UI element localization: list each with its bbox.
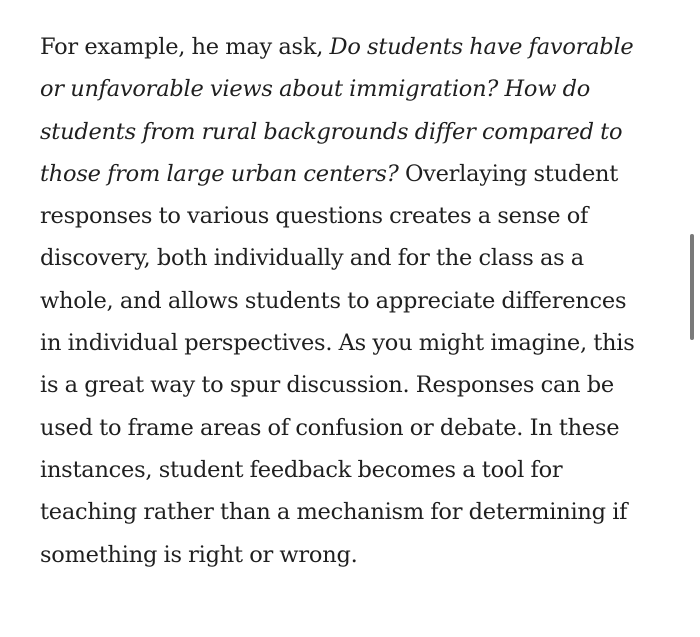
text-line — [40, 364, 668, 406]
text-line — [40, 195, 668, 237]
text-line — [40, 237, 668, 279]
text-line — [40, 407, 668, 449]
line-italic-text: students from rural backgrounds differ compared to — [40, 118, 623, 145]
article-paragraph — [40, 26, 668, 576]
line-italic-text: Do students have favorable — [329, 34, 634, 60]
line-text: responses to various questions creates a sense of — [40, 203, 589, 230]
line-text: is a great way to spur discussion. Responses can be — [40, 372, 614, 399]
text-line — [40, 26, 668, 68]
line-text: discovery, both individually and for the class as a — [40, 245, 584, 272]
line-text: in individual perspectives. As you might imagine, this — [40, 330, 635, 357]
line-text: For example, he may ask, — [40, 34, 330, 60]
scrollbar-thumb[interactable] — [690, 234, 694, 340]
line-text: teaching rather than a mechanism for determining if — [40, 499, 628, 526]
text-line — [40, 491, 668, 533]
text-line — [40, 153, 668, 195]
text-line — [40, 111, 668, 153]
line-italic-text: those from large urban centers? — [40, 160, 399, 187]
text-line — [40, 534, 668, 576]
line-text: something is right or wrong. — [40, 541, 358, 568]
line-tail-text: Overlaying student — [398, 160, 619, 187]
line-italic-text: or unfavorable views about immigration? How do — [40, 76, 591, 103]
text-line — [40, 449, 668, 491]
text-line — [40, 322, 668, 364]
text-line — [40, 68, 668, 110]
text-line — [40, 280, 668, 322]
line-text: whole, and allows students to appreciate differences — [40, 287, 627, 314]
line-text: instances, student feedback becomes a tool for — [40, 456, 563, 483]
line-text: used to frame areas of confusion or debate. In these — [40, 414, 620, 441]
article-body — [40, 26, 668, 576]
